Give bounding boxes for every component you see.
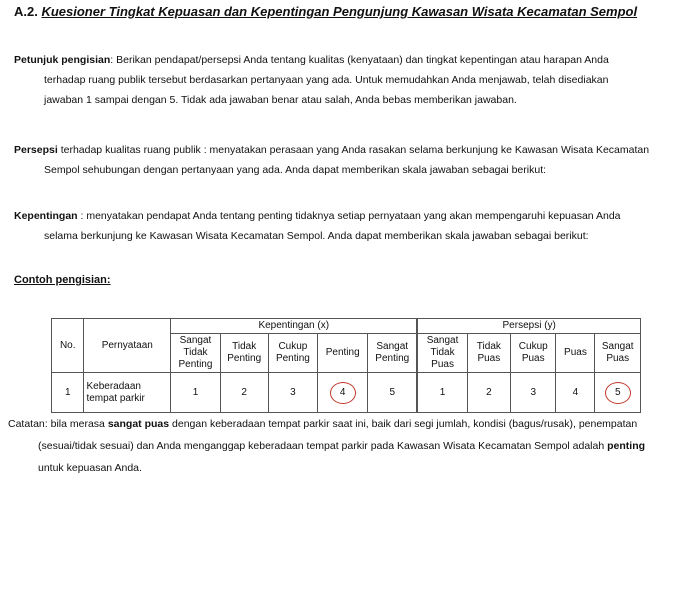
k-value-cell: 1 bbox=[192, 386, 199, 398]
catatan-line2: (sesuai/tidak sesuai) dan Anda menganggap keberadaan tempat parkir pada Kawasan Wisata Kecamatan Sempol adalah bbox=[38, 440, 608, 452]
p-header: Sangat Puas bbox=[595, 334, 641, 373]
catatan-paragraph bbox=[8, 413, 684, 479]
k-header: Penting bbox=[318, 334, 368, 373]
example-table bbox=[51, 318, 641, 413]
k-value-cell: 2 bbox=[241, 386, 247, 398]
catatan-line3: untuk kepuasan Anda. bbox=[38, 462, 142, 474]
p-header: Tidak Puas bbox=[467, 334, 510, 373]
persepsi-paragraph bbox=[14, 140, 682, 180]
catatan-part1: Catatan: bila merasa bbox=[8, 418, 108, 430]
petunjuk-line3: jawaban 1 sampai dengan 5. Tidak ada jawaban benar atau salah, Anda bebas memberikan jawaban. bbox=[44, 94, 517, 106]
row-no: 1 bbox=[52, 373, 84, 413]
col-pernyataan-header: Pernyataan bbox=[84, 319, 171, 373]
k-value-cell: 5 bbox=[389, 386, 396, 398]
section-title-text: Kuesioner Tingkat Kepuasan dan Kepentingan Pengunjung Kawasan Wisata Kecamatan Sempol bbox=[41, 4, 638, 19]
contoh-title: Contoh pengisian: bbox=[14, 274, 111, 286]
p-value-cell: 2 bbox=[486, 386, 492, 398]
k-header: Sangat Penting bbox=[368, 334, 418, 373]
persepsi-line2: Sempol sehubungan dengan pertanyaan yang ada. Anda dapat memberikan skala jawaban sebagai berikut: bbox=[44, 164, 547, 176]
persepsi-group-header: Persepsi (y) bbox=[417, 319, 640, 334]
k-header: Tidak Penting bbox=[220, 334, 268, 373]
p-header: Puas bbox=[556, 334, 595, 373]
kepentingan-line2: selama berkunjung ke Kawasan Wisata Kecamatan Sempol. Anda dapat memberikan skala jawaban sebagai berikut: bbox=[44, 230, 589, 242]
table-header-row-1 bbox=[52, 319, 641, 334]
catatan-bold1: sangat puas bbox=[107, 418, 170, 430]
kepentingan-line1: : menyatakan pendapat Anda tentang penting tidaknya setiap pernyataan yang akan mempengaruhi kepuasan Anda bbox=[77, 210, 621, 222]
p-value-cell: 3 bbox=[530, 386, 537, 398]
section-title bbox=[14, 4, 637, 19]
table-row bbox=[52, 373, 641, 413]
catatan-part2: dengan keberadaan tempat parkir saat ini, baik dari segi jumlah, kondisi (bagus/rusak), penempatan bbox=[169, 418, 638, 430]
persepsi-label: Persepsi bbox=[14, 144, 58, 156]
persepsi-line1: terhadap kualitas ruang publik : menyatakan perasaan yang Anda rasakan selama berkunjung ke Kawasan Wisata Kecamatan bbox=[57, 144, 650, 156]
p-header: Sangat Tidak Puas bbox=[417, 334, 467, 373]
petunjuk-label: Petunjuk pengisian bbox=[14, 54, 111, 66]
catatan-bold2: penting bbox=[607, 440, 646, 452]
kepentingan-paragraph bbox=[14, 206, 682, 246]
kepentingan-label: Kepentingan bbox=[14, 210, 78, 222]
p-value-cell: 4 bbox=[572, 386, 579, 398]
k-header: Cukup Penting bbox=[268, 334, 318, 373]
p-value-cell: 5 bbox=[605, 382, 631, 404]
kepentingan-group-header: Kepentingan (x) bbox=[171, 319, 418, 334]
row-pernyataan: Keberadaan tempat parkir bbox=[84, 373, 171, 413]
p-value-cell: 1 bbox=[439, 386, 446, 398]
section-number: A.2. bbox=[14, 4, 38, 19]
petunjuk-line2: terhadap ruang publik tersebut berdasarkan pertanyaan yang ada. Untuk memudahkan Anda menjawab, telah disediakan bbox=[44, 74, 609, 86]
p-header: Cukup Puas bbox=[511, 334, 556, 373]
k-value-cell: 4 bbox=[330, 382, 356, 404]
k-header: Sangat Tidak Penting bbox=[171, 334, 221, 373]
petunjuk-line1: : Berikan pendapat/persepsi Anda tentang kualitas (kenyataan) dan tingkat kepentingan atau harapan Anda bbox=[110, 54, 609, 66]
col-no-header: No. bbox=[52, 319, 84, 373]
petunjuk-paragraph bbox=[14, 50, 682, 110]
k-value-cell: 3 bbox=[290, 386, 296, 398]
